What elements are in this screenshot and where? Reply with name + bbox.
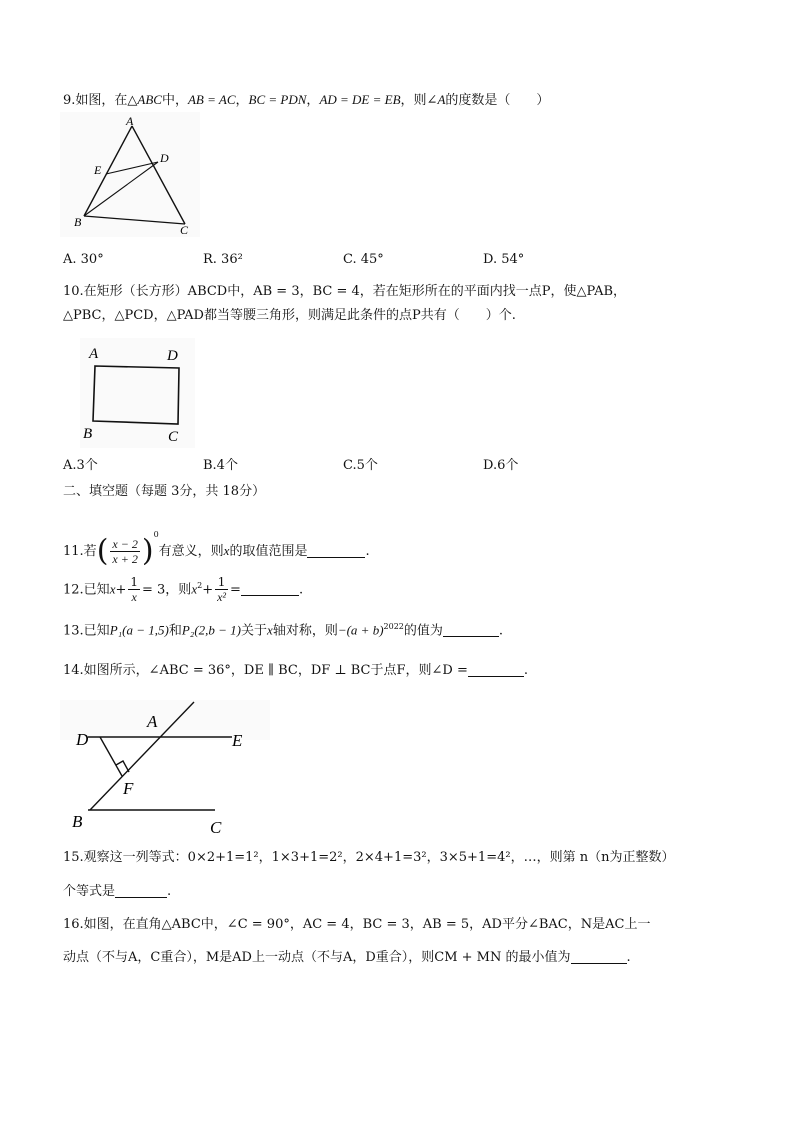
q12-eq2: = [230, 582, 241, 598]
question-12 [63, 566, 303, 606]
q9-angle-var: A [437, 92, 446, 107]
question-10-line2: △PBC，△PCD，△PAD都当等腰三角形，则满足此条件的点P共有（ ）个. [63, 308, 516, 323]
question-9-stem [63, 90, 549, 111]
q9-label-e: E [94, 163, 102, 177]
q12-prefix: 12.已知 [63, 582, 110, 598]
q9-triangle-symbol: △ [127, 93, 138, 108]
q12-fraction-2 [215, 575, 228, 604]
q9-cond2: BC = PDN [248, 92, 307, 107]
q12-den2: x² [217, 590, 227, 605]
q13-text-d: 轴对称，则 [272, 623, 338, 639]
q9-option-d: D. 54° [483, 252, 525, 267]
q12-eq: = 3，则 [142, 582, 192, 598]
question-13 [63, 617, 503, 641]
q10-label-b: B [83, 426, 93, 442]
q9-label-d: D [160, 151, 169, 165]
q12-square: 2 [197, 581, 203, 590]
q13-text-a: 13.已知 [63, 623, 110, 639]
q13-text-c: 关于 [241, 623, 268, 639]
q11-suffix-a: 有意义，则 [158, 544, 224, 559]
q15-answer-blank[interactable] [115, 883, 167, 898]
q13-point-2: P₂(2,b − 1) [181, 622, 242, 638]
q9-prefix: 9.如图，在 [63, 93, 128, 108]
q12-answer-blank[interactable] [241, 581, 299, 596]
q14-label-b: B [72, 812, 83, 831]
q11-fraction [110, 537, 139, 566]
q12-fraction-1 [128, 575, 140, 604]
q9-mid1: 中， [161, 93, 188, 108]
q12-den1: x [131, 590, 137, 605]
q11-numerator: x − 2 [112, 537, 138, 551]
q9-cond3: AD = DE = EB [319, 92, 401, 107]
q11-left-paren: ( [96, 533, 109, 569]
question-11 [63, 512, 370, 569]
q10-label-d: D [167, 348, 178, 364]
q9-label-a: A [126, 114, 134, 128]
q13-text-b: 和 [168, 623, 182, 639]
q14-end: . [523, 663, 528, 678]
q15-line2-prefix: 个等式是 [63, 884, 116, 899]
q12-plus: + [115, 582, 127, 598]
question-14 [63, 661, 528, 681]
q12-plus2: + [202, 582, 214, 598]
q9-sep1: ， [235, 93, 249, 108]
q9-option-a: A. 30° [63, 252, 104, 267]
q15-end: . [167, 884, 172, 899]
q13-point-1: P₁(a − 1,5) [109, 622, 169, 638]
q14-text: 14.如图所示，∠ABC = 36°，DE ∥ BC，DF ⊥ BC于点F，则∠D = [63, 663, 468, 678]
q11-answer-blank[interactable] [307, 543, 365, 558]
q13-axis: x [267, 622, 273, 638]
q10-option-b: B.4个 [203, 458, 238, 473]
q14-label-d: D [76, 730, 89, 749]
q13-exponent: 2022 [383, 622, 404, 631]
q11-right-paren: ) [141, 533, 154, 569]
q14-answer-blank[interactable] [468, 662, 524, 677]
q11-var: x [223, 543, 230, 558]
q16-end: . [626, 950, 631, 965]
q10-option-d: D.6个 [483, 458, 519, 473]
q16-line2-prefix: 动点（不与A，C重合），M是AD上一动点（不与A，D重合），则CM + MN 的最小值为 [63, 950, 571, 965]
q9-label-c: C [180, 223, 189, 237]
q9-option-c: C. 45° [343, 252, 384, 267]
q9-option-b: R. 36² [203, 252, 243, 267]
q12-num2: 1 [215, 575, 228, 590]
q10-label-a: A [89, 346, 99, 362]
q9-suffix: 的度数是（ ） [445, 93, 550, 108]
question-16-line2 [63, 948, 631, 968]
q9-mid2: ，则∠ [400, 93, 438, 108]
q10-option-a: A.3个 [63, 458, 98, 473]
q11-exponent: 0 [153, 530, 159, 539]
q12-end: . [298, 582, 304, 598]
q12-var: x [109, 581, 116, 597]
q14-label-a: A [147, 712, 158, 731]
q11-denominator: x + 2 [112, 552, 138, 566]
question-10-line1: 10.在矩形（长方形）ABCD中，AB = 3，BC = 4，若在矩形所在的平面内找一点P，使△PAB， [63, 284, 627, 299]
q11-prefix: 11.若 [63, 544, 97, 559]
section-2-heading: 二、填空题（每题 3分，共 18分） [63, 484, 266, 499]
q13-end: . [498, 623, 504, 639]
q10-rectangle-figure [80, 338, 195, 448]
q14-parallel-lines-figure [60, 700, 270, 840]
q13-text-e: 的值为 [403, 623, 443, 639]
question-16-line1: 16.如图，在直角△ABC中，∠C = 90°，AC = 4，BC = 3，AB = 5，AD平分∠BAC，N是AC上一 [63, 917, 651, 932]
q12-var2: x [191, 581, 198, 597]
q14-label-c: C [210, 818, 222, 837]
q11-suffix-b: 的取值范围是 [229, 544, 308, 559]
q13-expression: −(a + b) [337, 622, 384, 638]
q12-num1: 1 [130, 575, 139, 590]
q9-triangle-figure [60, 112, 200, 237]
q16-answer-blank[interactable] [571, 949, 627, 964]
q10-option-c: C.5个 [343, 458, 378, 473]
q9-sep2: ， [306, 93, 320, 108]
q14-label-f: F [123, 779, 134, 798]
q13-answer-blank[interactable] [443, 622, 499, 637]
q10-label-c: C [168, 429, 179, 445]
q9-triangle-name: ABC [137, 92, 162, 107]
q14-label-e: E [232, 731, 243, 750]
question-15-line1: 15.观察这一列等式：0×2+1=1²，1×3+1=2²，2×4+1=3²，3×5+1=4²，…，则第 n（n为正整数） [63, 850, 675, 865]
q9-cond1: AB = AC [187, 92, 236, 107]
q9-label-b: B [74, 215, 82, 229]
question-15-line2 [63, 882, 171, 902]
q11-end: . [365, 544, 370, 559]
